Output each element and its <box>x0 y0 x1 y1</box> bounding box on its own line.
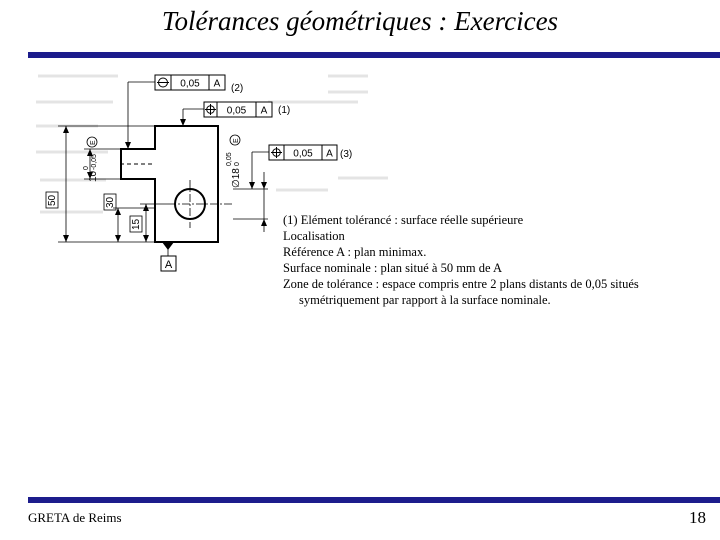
dim-hole-height: 15 <box>131 218 142 230</box>
dim-slot-height: 30 <box>105 196 116 208</box>
top-divider <box>28 52 720 58</box>
dim-slot-tol-lower: -0,05 <box>91 154 98 170</box>
frame-2-datum: A <box>213 78 221 90</box>
dim-overall-height: 50 <box>47 194 58 206</box>
frame-2-tolerance: 0,05 <box>180 78 200 90</box>
bottom-divider <box>28 497 720 503</box>
dim-slot-tol-upper: 0 <box>83 166 90 170</box>
caption-line: Référence A : plan minimax. <box>283 245 427 259</box>
dim-hole-tol-lower: 0 <box>234 162 241 166</box>
frame-1-tolerance: 0,05 <box>226 105 247 117</box>
dim-slot-width: 10 <box>88 170 99 182</box>
caption-line: (1) Elément tolérancé : surface réelle supérieure <box>283 213 524 227</box>
frame-3-ref: (3) <box>340 149 353 160</box>
datum-label: A <box>164 259 173 271</box>
caption-line: Zone de tolérance : espace compris entre 2 plans distants de 0,05 situés <box>283 277 639 291</box>
frame-1-ref: (1) <box>278 105 291 116</box>
caption-line: Localisation <box>283 229 345 243</box>
dim-slot-envelope: E <box>90 140 97 145</box>
frame-3-datum: A <box>326 148 333 160</box>
caption-line: symétriquement par rapport à la surface nominale. <box>299 293 551 307</box>
dim-hole-diameter: ∅18 <box>231 168 242 188</box>
center-lines <box>168 180 233 228</box>
feature-control-frame-2 <box>155 75 243 94</box>
footer-organization: GRETA de Reims <box>28 510 122 525</box>
frame-3-tolerance: 0,05 <box>293 148 313 160</box>
exercise-caption <box>283 212 688 308</box>
dim-hole-envelope: E <box>233 138 240 143</box>
page-number: 18 <box>689 508 706 527</box>
caption-line: Surface nominale : plan situé à 50 mm de A <box>283 261 503 275</box>
frame-2-ref: (2) <box>231 83 244 94</box>
dim-hole-tol-upper: 0,05 <box>226 152 233 166</box>
feature-control-frame-3 <box>269 145 352 160</box>
background-noise <box>36 76 388 212</box>
slide-title: Tolérances géométriques : Exercices <box>161 6 559 36</box>
frame-1-datum: A <box>260 105 268 117</box>
feature-control-frame-1 <box>204 102 290 117</box>
